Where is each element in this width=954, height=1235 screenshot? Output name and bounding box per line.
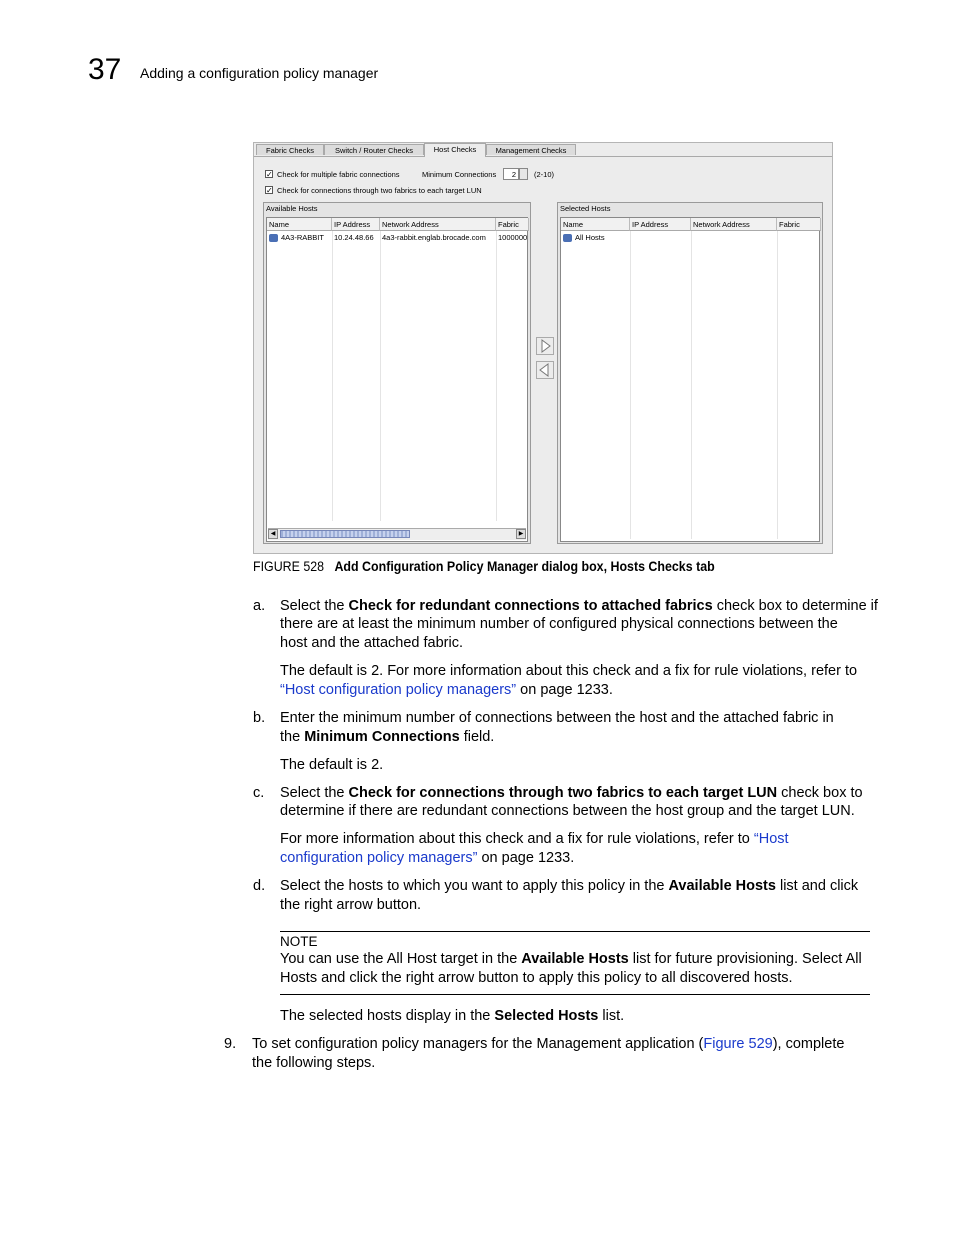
col-fabric[interactable]: Fabric: [496, 218, 529, 231]
dialog-figure: [253, 142, 833, 554]
check-two-fabrics-checkbox[interactable]: ✓: [266, 186, 273, 195]
host-config-link-cont[interactable]: configuration policy managers”: [280, 850, 478, 866]
note-title: NOTE: [280, 934, 318, 949]
min-connections-stepper[interactable]: [519, 168, 528, 180]
note-line1: You can use the All Host target in the Available Hosts list for future provisioning. Select All: [280, 951, 862, 967]
col-network-address[interactable]: Network Address: [380, 218, 496, 231]
check-multiple-fabric-label: Check for multiple fabric connections: [277, 170, 400, 179]
step-d-marker: d.: [253, 878, 266, 894]
host-icon: [563, 234, 572, 242]
available-hosts-title: Available Hosts: [266, 204, 318, 213]
step-d-line2: the right arrow button.: [280, 897, 422, 913]
step-b-line1: Enter the minimum number of connections between the host and the attached fabric in: [280, 710, 834, 726]
ui-term: Check for connections through two fabrics to each target LUN: [348, 785, 778, 801]
min-connections-label: Minimum Connections: [422, 170, 497, 179]
right-arrow-button[interactable]: [536, 337, 554, 355]
selected-hosts-panel: [557, 202, 823, 544]
step-a-line2: there are at least the minimum number of configured physical connections between the: [280, 616, 838, 632]
left-arrow-button[interactable]: [536, 361, 554, 379]
horizontal-scrollbar[interactable]: [268, 528, 526, 540]
scroll-right-icon[interactable]: ▶: [516, 529, 526, 539]
available-hosts-list[interactable]: [266, 217, 528, 542]
host-config-link[interactable]: “Host configuration policy managers”: [280, 682, 517, 698]
step-a-line3: host and the attached fabric.: [280, 635, 463, 651]
figure-label: FIGURE 528: [253, 559, 325, 574]
step-c-marker: c.: [253, 785, 265, 801]
step-9-marker: 9.: [224, 1036, 237, 1052]
step-c-para2-line2: configuration policy managers” on page 1233.: [280, 850, 575, 866]
table-row[interactable]: [267, 232, 332, 244]
host-icon: [269, 234, 278, 242]
col-ip-address[interactable]: IP Address: [630, 218, 691, 231]
min-connections-input[interactable]: 2: [503, 168, 519, 180]
host-name: All Hosts: [575, 233, 605, 242]
check-two-fabrics-label: Check for connections through two fabrics to each target LUN: [277, 186, 482, 195]
figure-529-link[interactable]: Figure 529: [703, 1036, 773, 1052]
host-fabric: 1000000: [498, 233, 528, 242]
tab-fabric-checks[interactable]: Fabric Checks: [256, 144, 324, 155]
result-line: The selected hosts display in the Selected Hosts list.: [280, 1008, 625, 1024]
min-connections-range: (2-10): [534, 170, 555, 179]
note-bottom-rule: [280, 994, 870, 995]
step-a-para2-line2: “Host configuration policy managers” on page 1233.: [280, 682, 613, 698]
figure-caption: [253, 559, 715, 574]
arrow-right-icon: [537, 338, 553, 354]
arrow-left-icon: [537, 362, 553, 378]
step-c-para2-line1: For more information about this check and a fix for rule violations, refer to “Host: [280, 831, 789, 847]
tab-bar: [254, 143, 832, 157]
ui-term: Check for redundant connections to attached fabrics: [348, 598, 713, 614]
step-b-marker: b.: [253, 710, 266, 726]
scroll-left-icon[interactable]: ◀: [268, 529, 278, 539]
note-line2: Hosts and click the right arrow button to apply this policy to all discovered hosts.: [280, 970, 793, 986]
ui-term: Minimum Connections: [304, 729, 460, 745]
step-c-line1: Select the Check for connections through two fabrics to each target LUN check box to: [280, 785, 863, 801]
col-fabric[interactable]: Fabric: [777, 218, 821, 231]
step-9-line2: the following steps.: [252, 1055, 376, 1071]
step-a-line1: Select the Check for redundant connections to attached fabrics check box to determine if: [280, 598, 878, 614]
host-ip: 10.24.48.66: [334, 233, 374, 242]
col-name[interactable]: Name: [267, 218, 332, 231]
host-config-link[interactable]: “Host: [753, 831, 789, 847]
col-name[interactable]: Name: [561, 218, 630, 231]
host-name: 4A3-RABBIT: [281, 233, 324, 242]
note-top-rule: [280, 931, 870, 932]
figure-title: Add Configuration Policy Manager dialog box, Hosts Checks tab: [334, 559, 715, 574]
step-d-line1: Select the hosts to which you want to apply this policy in the Available Hosts list and click: [280, 878, 859, 894]
col-ip-address[interactable]: IP Address: [332, 218, 380, 231]
step-a-para2-line1: The default is 2. For more information about this check and a fix for rule violations, refer to: [280, 663, 858, 679]
tab-host-checks[interactable]: Host Checks: [424, 143, 486, 157]
table-row[interactable]: [561, 232, 630, 244]
step-b-line2: the Minimum Connections field.: [280, 729, 495, 745]
step-b-para2: The default is 2.: [280, 757, 384, 773]
host-network-address: 4a3-rabbit.englab.brocade.com: [382, 233, 486, 242]
step-c-line2: determine if there are redundant connections between the host group and the target LUN.: [280, 803, 855, 819]
available-hosts-panel: [263, 202, 531, 544]
chapter-title: Adding a configuration policy manager: [140, 65, 379, 81]
selected-hosts-title: Selected Hosts: [560, 204, 611, 213]
scroll-thumb[interactable]: [280, 530, 410, 538]
chapter-number: 37: [88, 53, 122, 86]
tab-switch-router-checks[interactable]: Switch / Router Checks: [324, 144, 424, 155]
check-multiple-fabric-checkbox[interactable]: ✓: [266, 170, 273, 179]
step-9-line1: To set configuration policy managers for the Management application (Figure 529), complete: [252, 1036, 845, 1052]
step-a-marker: a.: [253, 598, 266, 614]
col-network-address[interactable]: Network Address: [691, 218, 777, 231]
ui-term: Available Hosts: [668, 878, 776, 894]
selected-hosts-list[interactable]: [560, 217, 820, 542]
ui-term: Available Hosts: [521, 951, 629, 967]
tab-management-checks[interactable]: Management Checks: [486, 144, 576, 155]
ui-term: Selected Hosts: [494, 1008, 599, 1024]
